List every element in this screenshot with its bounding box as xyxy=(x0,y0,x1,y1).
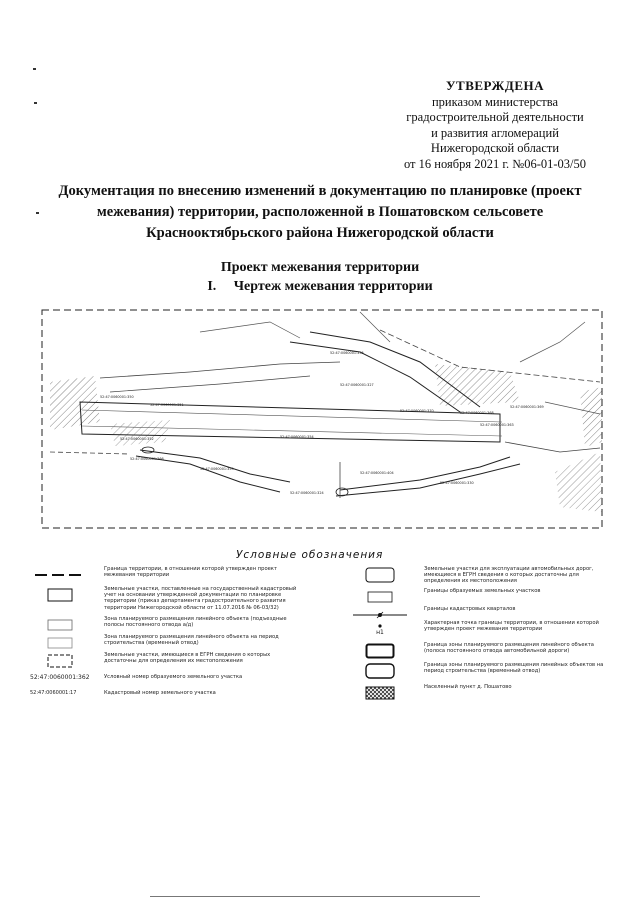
map-label: 52:47:0060001:355 xyxy=(330,351,364,355)
map-label: 52:47:0060001:350 xyxy=(100,395,134,399)
approval-line: приказом министерства xyxy=(431,94,559,109)
box-icon xyxy=(30,586,90,604)
legend-item xyxy=(30,616,304,634)
legend-item xyxy=(30,566,304,584)
legend-code: 52:47:0060001:362 xyxy=(30,674,90,681)
scan-speck xyxy=(36,212,39,214)
legend-item xyxy=(30,690,304,696)
hatch-icon xyxy=(350,684,410,702)
approval-line: и развития агломераций xyxy=(431,125,559,140)
legend-code: 52:47:0060001:17 xyxy=(30,690,77,696)
approval-line: градостроительной деятельности xyxy=(406,110,584,124)
map-label: 52:47:0060001:359 xyxy=(200,467,234,471)
map-label: 52:47:0060001:404 xyxy=(360,471,394,475)
map-drawing xyxy=(40,302,606,542)
hatched-area xyxy=(580,387,602,447)
map-label: 52:47:0060001:354 xyxy=(280,435,314,439)
box-round-icon xyxy=(350,662,410,680)
point-icon xyxy=(350,620,410,638)
box-small-icon xyxy=(350,588,410,606)
box-light-icon xyxy=(30,634,90,652)
legend-item xyxy=(350,588,614,606)
map-label: 52:47:0060001:368 xyxy=(460,411,494,415)
title-line: Краснооктябрьского района Нижегородской области xyxy=(146,225,494,241)
legend-text: Граница зоны планируемого размещения линейного объекта (полоса постоянного отвода автомобильной дороги) xyxy=(424,642,594,655)
legend-text: Земельные участки, имеющиеся в ЕГРН сведения о которых достаточны для определения их местоположения xyxy=(104,652,271,665)
section-title xyxy=(150,258,490,296)
legend-text: Кадастровый номер земельного участка xyxy=(104,690,216,696)
legend-item xyxy=(350,566,614,585)
legend-item xyxy=(350,662,614,680)
legend-item xyxy=(350,620,614,638)
approval-block xyxy=(380,78,610,172)
box-dash-icon xyxy=(30,652,90,670)
map-label: 52:47:0060001:352 xyxy=(120,437,154,441)
approval-heading: УТВЕРЖДЕНА xyxy=(445,78,544,93)
section-heading: Проект межевания территории xyxy=(220,260,420,275)
hatched-area xyxy=(50,376,100,430)
legend-title: Условные обозначения xyxy=(236,549,384,561)
legend-text: Характерная точка границы территории, в отношении которой утвержден проект межевания территории xyxy=(424,620,599,633)
document-title xyxy=(40,181,600,244)
legend xyxy=(30,566,610,716)
legend-text: Зона планируемого размещения линейного объекта (подъездные полосы постоянного отвода а/д) xyxy=(104,616,287,629)
map-label: 52:47:0060001:370 xyxy=(400,409,434,413)
legend-item xyxy=(350,684,614,702)
map-label: 52:47:0060001:324 xyxy=(290,491,324,495)
dash-line-icon xyxy=(30,566,90,584)
bottom-rule xyxy=(150,896,480,897)
title-line: межевания) территории, расположенной в Пошатовском сельсовете xyxy=(96,204,544,220)
section-subheading: I. Чертеж межевания территории xyxy=(207,279,433,294)
box-thick-icon xyxy=(350,642,410,660)
map-label: 52:47:0060001:369 xyxy=(510,405,544,409)
box-round-icon xyxy=(350,566,410,584)
map-label: 52:47:0060001:327 xyxy=(340,383,374,387)
map-label: 52:47:0060001:330 xyxy=(440,481,474,485)
point-label: н1 xyxy=(376,628,384,636)
scan-speck xyxy=(34,102,37,104)
approval-line: от 16 ноября 2021 г. №06-01-03/50 xyxy=(403,156,587,171)
hatched-area xyxy=(435,364,520,406)
map-label: 52:47:0060001:366 xyxy=(130,457,164,461)
legend-text: Граница зоны планируемого размещения линейных объектов на период строительства (временный отвод) xyxy=(424,662,604,675)
approval-line: Нижегородской области xyxy=(430,141,560,155)
map-label: 52:47:0060001:363 xyxy=(480,423,514,427)
legend-text: Граница территории, в отношении которой утвержден проект межевания территории xyxy=(104,566,277,579)
legend-item xyxy=(30,634,304,652)
hatched-area xyxy=(555,452,602,512)
hatched-area xyxy=(110,420,170,446)
title-line: Документация по внесению изменений в документацию по планировке (проект xyxy=(58,183,582,199)
map-label: 52:47:0060001:351 xyxy=(150,403,184,407)
box-light-icon xyxy=(30,616,90,634)
legend-text: Границы кадастровых кварталов xyxy=(424,606,516,612)
legend-item xyxy=(30,586,304,611)
legend-item xyxy=(30,674,304,681)
legend-text: Земельные участки, поставленные на государственный кадастровый учет на основании утвержденной документации по планировке территории (приказ департамента градостроительного развития территории Нижегородской области от 11.07.2016 № 06-03/32) xyxy=(104,586,297,611)
map-frame xyxy=(42,310,602,528)
legend-text: Границы образуемых земельных участков xyxy=(424,588,541,594)
legend-text: Населенный пункт д. Пошатово xyxy=(424,684,512,690)
legend-text: Зона планируемого размещения линейного объекта на период строительства (временный отвод) xyxy=(104,634,279,647)
legend-item xyxy=(30,652,304,670)
survey-map xyxy=(40,302,606,542)
legend-text: Земельные участки для эксплуатации автомобильных дорог, имеющиеся в ЕГРН сведения о которых достаточны для определения их местоположения xyxy=(424,566,594,585)
legend-text: Условный номер образуемого земельного участка xyxy=(104,674,243,680)
legend-item xyxy=(350,642,614,660)
scan-speck xyxy=(33,68,36,70)
